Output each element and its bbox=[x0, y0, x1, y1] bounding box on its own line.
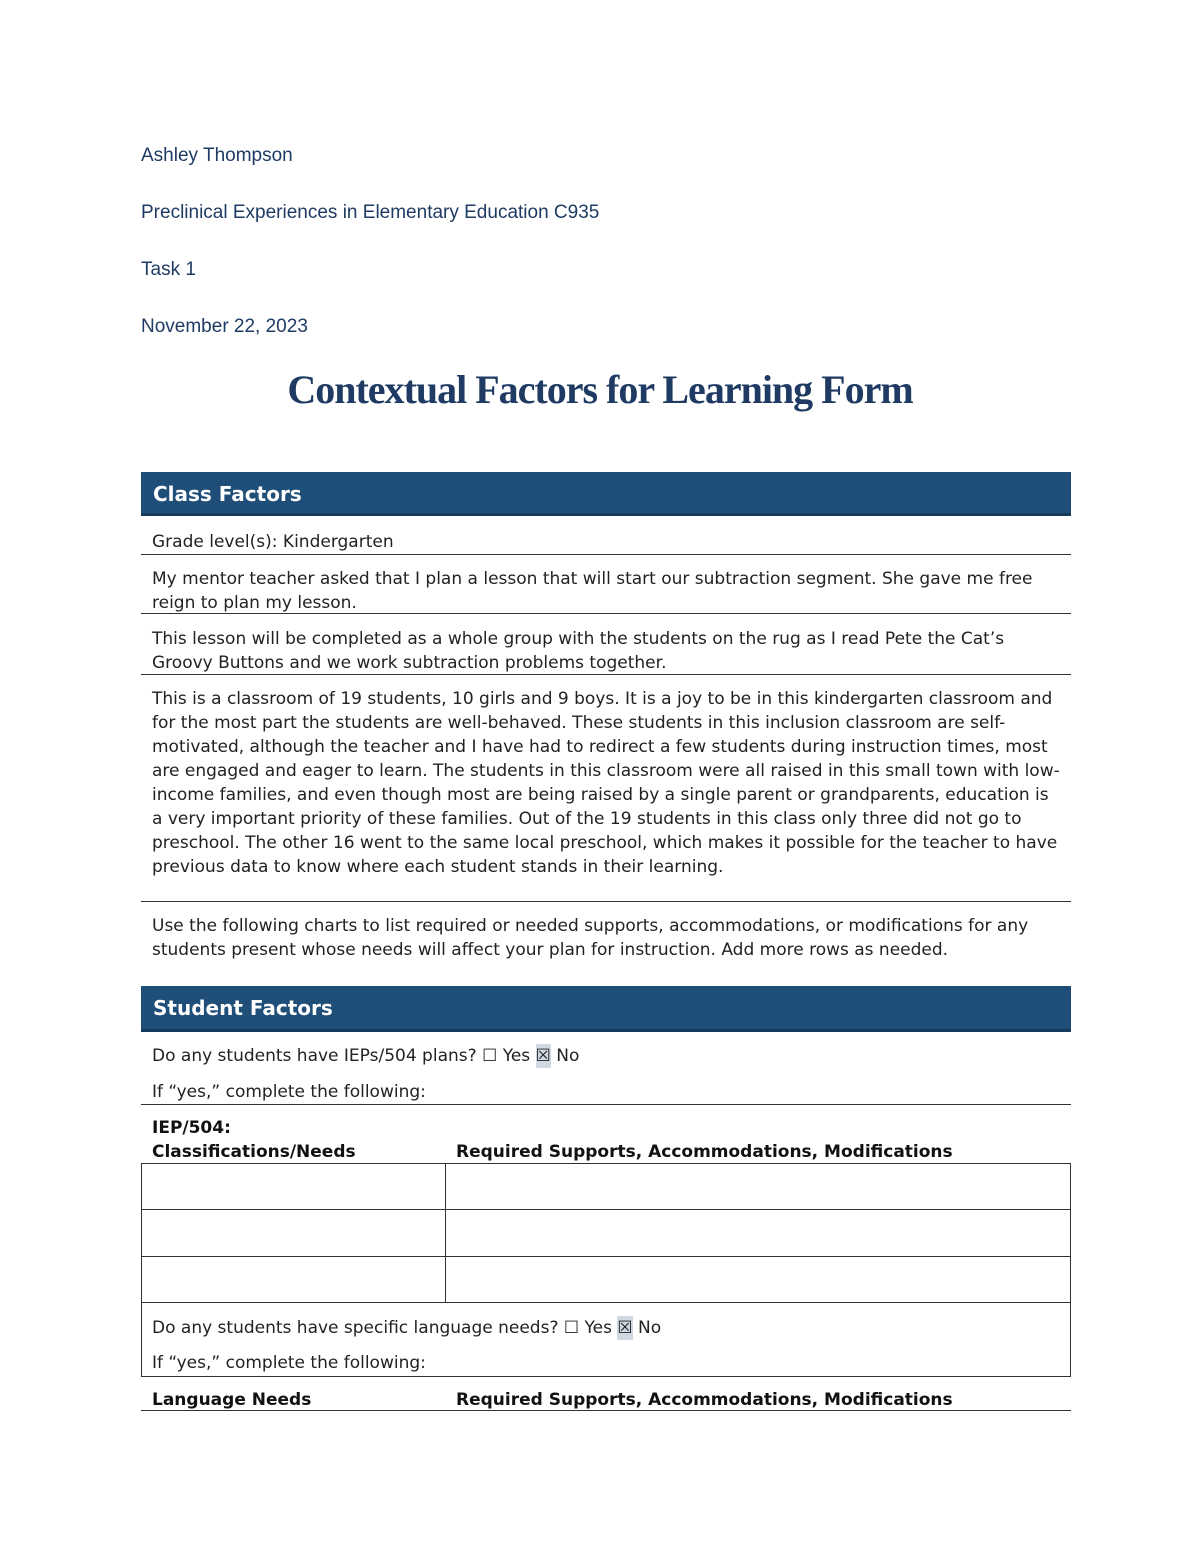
language-if-yes-row: If “yes,” complete the following: bbox=[152, 1353, 426, 1373]
student-factors-heading: Student Factors bbox=[141, 986, 1071, 1032]
iep-no-label: No bbox=[556, 1046, 580, 1066]
submission-date: November 22, 2023 bbox=[141, 316, 308, 337]
grade-level-row bbox=[141, 530, 1071, 555]
iep-table bbox=[141, 1163, 1071, 1303]
language-no-checkbox[interactable]: ☒ bbox=[617, 1318, 633, 1338]
grade-level-value: Kindergarten bbox=[282, 532, 394, 552]
iep-supports-cell[interactable] bbox=[446, 1256, 1071, 1302]
language-col1-header: Language Needs bbox=[152, 1390, 312, 1410]
language-question: Do any students have specific language needs? bbox=[152, 1318, 559, 1338]
mentor-request-paragraph: My mentor teacher asked that I plan a lesson that will start our subtraction segment. She gave me free reign to plan my lesson. bbox=[141, 567, 1071, 614]
iep-supports-cell[interactable] bbox=[446, 1164, 1071, 1210]
classroom-description-paragraph: This is a classroom of 19 students, 10 girls and 9 boys. It is a joy to be in this kindergarten classroom and for the most part the students are well-behaved. These students in this inclusion classroom are self-motivated, although the teacher and I have had to redirect a few students during instruction times, most are engaged and eager to learn. The students in this classroom were all raised in this small town with low-income families, and even though most are being raised by a single parent or grandparents, education is a very important priority of these families. Out of the 19 students in this class only three did not go to preschool. The other 16 went to the same local preschool, which makes it possible for the teacher to have previous data to know where each student stands in their learning. bbox=[141, 687, 1071, 902]
iep-needs-cell[interactable] bbox=[142, 1256, 446, 1302]
table-row bbox=[142, 1256, 1071, 1302]
author-name: Ashley Thompson bbox=[141, 145, 293, 166]
iep-yes-checkbox[interactable]: ☐ bbox=[482, 1046, 498, 1066]
table-row bbox=[142, 1210, 1071, 1256]
iep-col2-header: Required Supports, Accommodations, Modifications bbox=[456, 1142, 953, 1162]
language-yes-label: Yes bbox=[584, 1318, 612, 1338]
task-label: Task 1 bbox=[141, 259, 196, 280]
language-question-box bbox=[141, 1303, 1071, 1377]
iep-question-row bbox=[141, 1044, 1071, 1069]
table-row bbox=[142, 1164, 1071, 1210]
iep-col1-header bbox=[152, 1116, 356, 1164]
grade-level-label: Grade level(s): bbox=[152, 532, 278, 552]
language-yes-checkbox[interactable]: ☐ bbox=[563, 1318, 580, 1338]
language-no-label: No bbox=[638, 1318, 662, 1338]
form-title: Contextual Factors for Learning Form bbox=[287, 367, 913, 412]
chart-instructions-paragraph: Use the following charts to list required or needed supports, accommodations, or modifications for any students present whose needs will affect your plan for instruction. Add more rows as needed. bbox=[152, 916, 1029, 960]
iep-if-yes-row: If “yes,” complete the following: bbox=[141, 1080, 1071, 1105]
class-factors-heading: Class Factors bbox=[141, 472, 1071, 516]
iep-needs-cell[interactable] bbox=[142, 1164, 446, 1210]
iep-no-checkbox[interactable]: ☒ bbox=[535, 1046, 551, 1066]
language-header-rule bbox=[141, 1410, 1071, 1411]
iep-question: Do any students have IEPs/504 plans? bbox=[152, 1046, 477, 1066]
iep-supports-cell[interactable] bbox=[446, 1210, 1071, 1256]
course-name: Preclinical Experiences in Elementary Education C935 bbox=[141, 202, 600, 223]
iep-yes-label: Yes bbox=[502, 1046, 531, 1066]
language-question-row bbox=[152, 1316, 661, 1340]
iep-col1-header-line2: Classifications/Needs bbox=[152, 1142, 356, 1162]
language-col2-header: Required Supports, Accommodations, Modifications bbox=[456, 1390, 953, 1410]
lesson-format-paragraph: This lesson will be completed as a whole group with the students on the rug as I read Pete the Cat’s Groovy Buttons and we work subtraction problems together. bbox=[141, 627, 1071, 675]
iep-needs-cell[interactable] bbox=[142, 1210, 446, 1256]
iep-col1-header-line1: IEP/504: bbox=[152, 1118, 231, 1138]
